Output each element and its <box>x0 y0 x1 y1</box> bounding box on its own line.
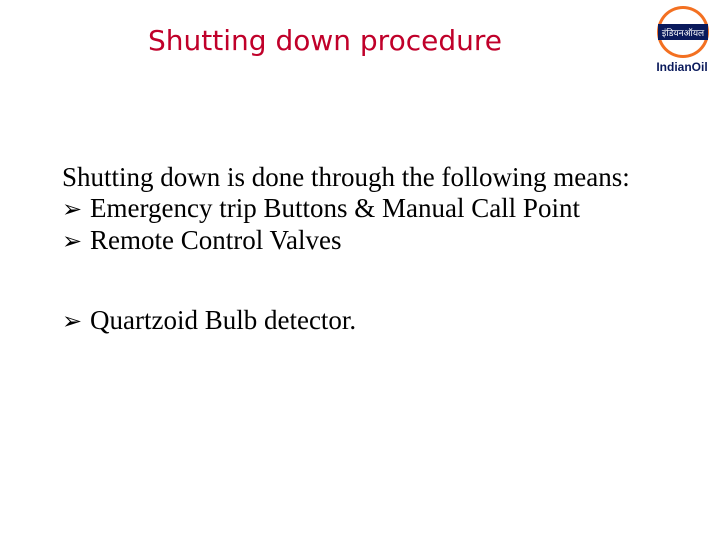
bullet-text: Quartzoid Bulb detector. <box>90 305 357 335</box>
arrow-bullet-icon: ➢ <box>62 307 83 335</box>
intro-text: Shutting down is done through the following means: <box>62 162 630 192</box>
bullet-item <box>62 305 662 337</box>
arrow-bullet-icon: ➢ <box>62 195 83 223</box>
spacer <box>62 257 662 305</box>
bullet-text: Emergency trip Buttons & Manual Call Point <box>90 193 580 223</box>
bullet-item <box>62 225 662 257</box>
logo-label: IndianOil <box>656 60 708 74</box>
arrow-bullet-icon: ➢ <box>62 227 83 255</box>
content-body <box>62 162 662 337</box>
bullet-text: Remote Control Valves <box>90 225 342 255</box>
indianoil-logo-icon <box>650 4 716 60</box>
svg-text:इंडियनऑयल: इंडियनऑयल <box>661 29 705 39</box>
bullet-item <box>62 193 662 225</box>
slide-title: Shutting down procedure <box>148 24 502 57</box>
